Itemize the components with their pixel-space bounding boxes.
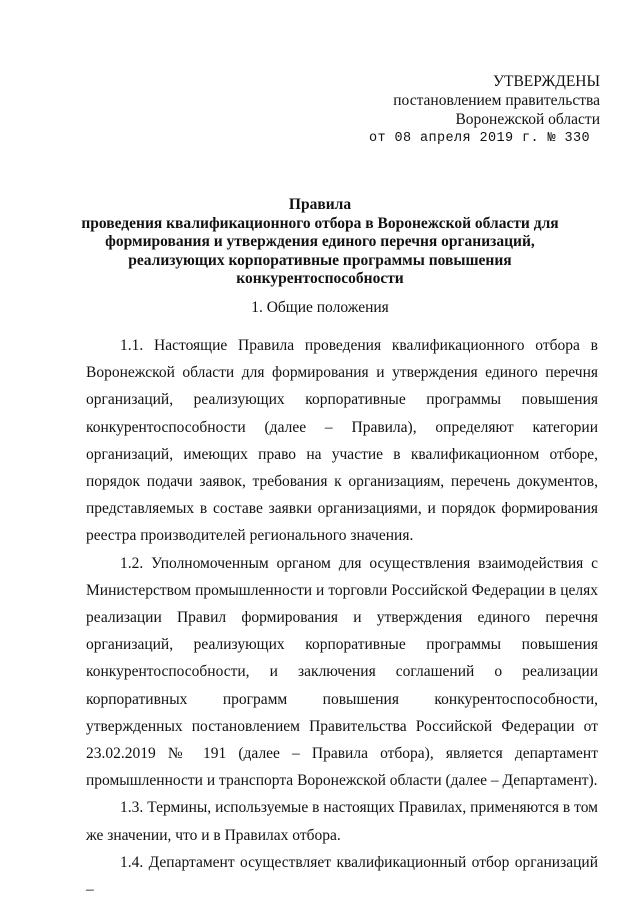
document-body [86, 332, 598, 903]
title-line-2: проведения квалификационного отбора в Воронежской области для [81, 214, 559, 232]
paragraph-1-2: 1.2. Уполномоченным органом для осуществления взаимодействия с Министерством промышленности и торговли Российской Федерации в целях реализации Правил формирования и утверждения единого перечня организаций, реализующих корпоративные программы повышения конкурентоспособности, и заключения соглашений о реализации корпоративных программ повышения конкурентоспособности, утвержденных постановлением Правительства Российской Федерации от 23.02.2019 № 191 (далее – Правила отбора), является департамент промышленности и транспорта Воронежской области (далее – Департамент). [86, 554, 598, 790]
paragraph-1-3: 1.3. Термины, используемые в настоящих Правилах, применяются в том же значении, что и в Правилах отбора. [86, 799, 598, 844]
title-line-4: реализующих корпоративные программы повышения [128, 251, 512, 269]
title-line-3: формирования и утверждения единого перечня организаций, [105, 233, 535, 250]
title-line-5: конкурентоспособности [236, 270, 404, 287]
approval-decree-date-number: от 08 апреля 2019 г. № 330 [368, 131, 590, 146]
approval-stamp [340, 72, 600, 148]
title-line-1: Правила [288, 196, 352, 213]
paragraph-1-1: 1.1. Настоящие Правила проведения квалификационного отбора в Воронежской области для формирования и утверждения единого перечня организаций, реализующих корпоративные программы повышения конкурентоспособности (далее – Правила), определяют категории организаций, имеющих право на участие в квалификационном отборе, порядок подачи заявок, требования к организациям, перечень документов, представляемых в составе заявки организациями, и порядок формирования реестра производителей регионального значения. [86, 337, 598, 545]
approval-authority: Воронежской области [455, 111, 600, 128]
paragraph-1-4: 1.4. Департамент осуществляет квалификационный отбор организаций – [86, 853, 598, 899]
approval-title: УТВЕРЖДЕНЫ [493, 73, 600, 90]
section-heading-general-provisions: 1. Общие положения [251, 299, 389, 316]
document-title [80, 196, 560, 289]
approval-decree-type: постановлением правительства [393, 92, 600, 109]
